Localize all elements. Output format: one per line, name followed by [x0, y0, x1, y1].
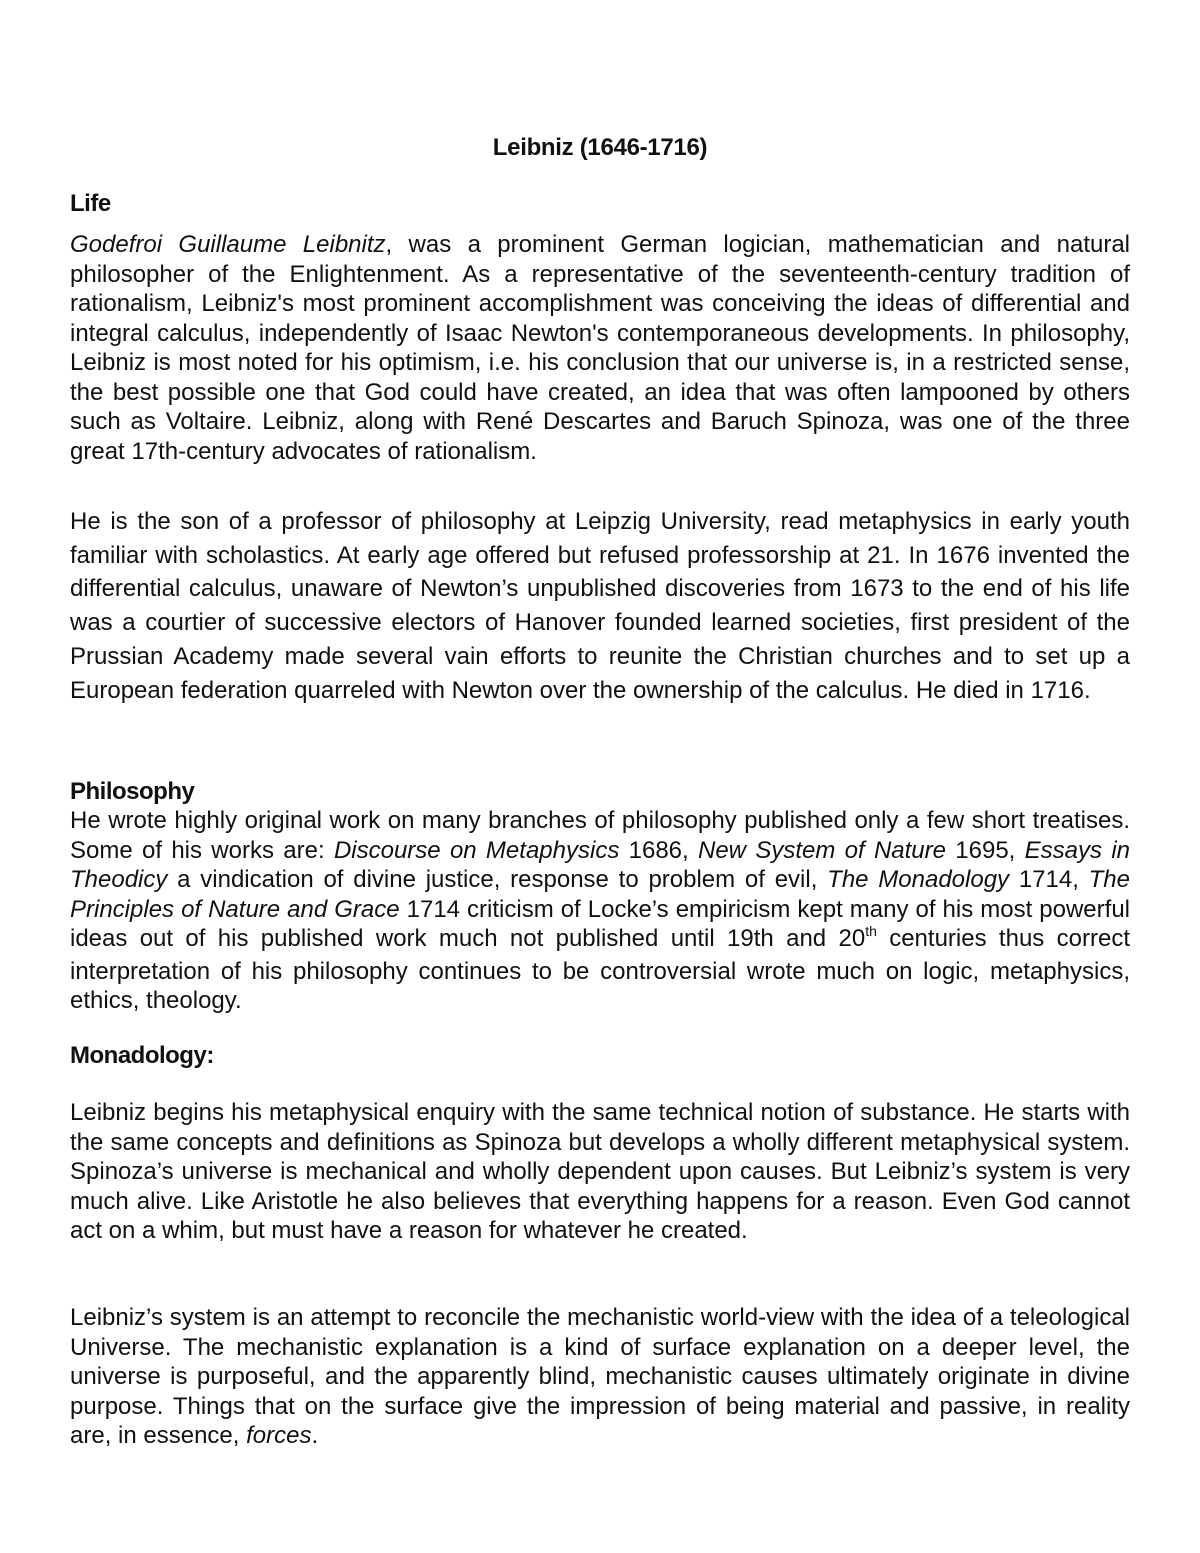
ordinal-suffix: th: [865, 923, 877, 939]
monadology-paragraph-1: [70, 1098, 1130, 1246]
life-paragraph-2-text: He is the son of a professor of philosophy at Leipzig University, read metaphysics in early youth familiar with scholastics. At early age offered but refused professorship at 21. In 1676 invented the differential calculus, unaware of Newton’s unpublished discoveries from 1673 to the end of his life was a courtier of successive electors of Hanover founded learned societies, first president of the Prussian Academy made several vain efforts to reunite the Christian churches and to set up a European federation quarreled with Newton over the ownership of the calculus. He died in 1716.: [70, 508, 1130, 704]
work-title: Discourse on Metaphysics: [333, 836, 620, 864]
section-heading-philosophy: Philosophy: [70, 778, 195, 805]
section-heading-life: Life: [70, 190, 111, 217]
philosophy-paragraph: He wrote highly original work on many branches of philosophy published only a few short treatises. Some of his works are: Discourse on Metaphysics 1686, New System of Nature 1695, Essays in Theodicy a vindication of divine justice, response to problem of evil, The Monadology 1714, The Principles of Nature and Grace 1714 criticism of Locke’s empiricism kept many of his most powerful ideas out of his published work much not published until 19th and 20th centuries thus correct interpretation of his philosophy continues to be controversial wrote much on logic, metaphysics, ethics, theology.: [70, 807, 1130, 1014]
life-paragraph-1: [70, 230, 1130, 466]
work-title: Essays in Theodicy: [70, 836, 1130, 893]
page-title: Leibniz (1646-1716): [492, 134, 708, 161]
monadology-paragraph-1-text: Leibniz begins his metaphysical enquiry with the same technical notion of substance. He starts with the same concepts and definitions as Spinoza but develops a wholly different metaphysical system. Spinoza’s universe is mechanical and wholly dependent upon causes. But Leibniz’s system is very much alive. Like Aristotle he also believes that everything happens for a reason. Even God cannot act on a whim, but must have a reason for whatever he created.: [70, 1099, 1130, 1245]
work-title: The Monadology: [827, 866, 1010, 893]
work-title: New System of Nature: [698, 836, 946, 864]
monadology-paragraph-2: Leibniz’s system is an attempt to reconcile the mechanistic world-view with the idea of a teleological Universe. The mechanistic explanation is a kind of surface explanation on a deeper level, the universe is purposeful, and the apparently blind, mechanistic causes ultimately originate in divine purpose. Things that on the surface give the impression of being material and passive, in reality are, in essence, forces.: [70, 1304, 1130, 1450]
life-paragraph-1-text: , was a prominent German logician, mathematician and natural philosopher of the Enlightenment. As a representative of the seventeenth-century tradition of rationalism, Leibniz's most prominent accomplishment was conceiving the ideas of differential and integral calculus, independently of Isaac Newton's contemporaneous developments. In philosophy, Leibniz is most noted for his optimism, i.e. his conclusion that our universe is, in a restricted sense, the best possible one that God could have created, an idea that was often lampooned by others such as Voltaire. Leibniz, along with René Descartes and Baruch Spinoza, was one of the three great 17th-century advocates of rationalism.: [70, 231, 1131, 465]
life-paragraph-2: [70, 505, 1130, 707]
section-heading-monadology: Monadology:: [70, 1042, 214, 1069]
leibniz-full-name: Godefroi Guillaume Leibnitz: [70, 231, 386, 258]
work-title: The Principles of Nature and Grace: [70, 866, 1130, 923]
emphasis-forces: forces: [246, 1422, 312, 1450]
